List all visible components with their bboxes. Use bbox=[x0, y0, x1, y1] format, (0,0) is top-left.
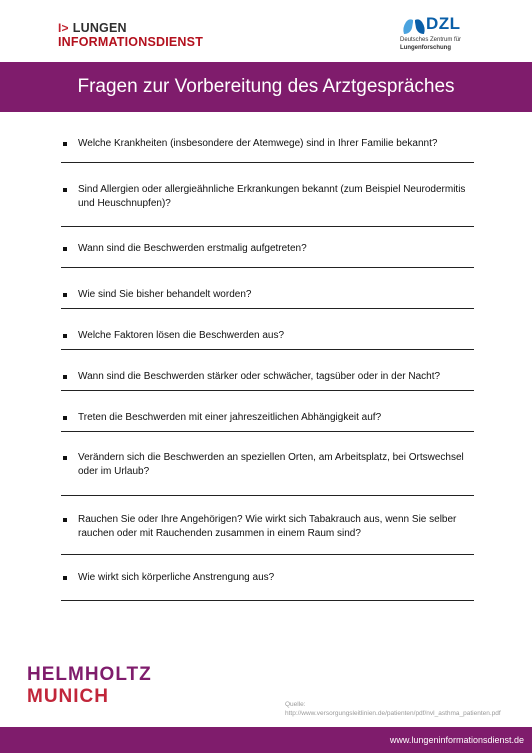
title-banner bbox=[0, 62, 532, 112]
question-text: Wann sind die Beschwerden erstmalig aufgetreten? bbox=[78, 243, 307, 254]
dzl-subtitle-1: Deutsches Zentrum für bbox=[400, 37, 462, 43]
dzl-name: DZL bbox=[426, 14, 461, 33]
lung-icon bbox=[400, 10, 428, 36]
source-citation bbox=[285, 700, 501, 718]
bullet-icon bbox=[63, 188, 67, 192]
question-text: Verändern sich die Beschwerden an speziellen Orten, am Arbeitsplatz, bei Ortswechsel oder im Urlaub? bbox=[78, 452, 464, 477]
page-title: Fragen zur Vorbereitung des Arztgespräches bbox=[77, 76, 455, 97]
bullet-icon bbox=[63, 334, 67, 338]
dzl-logo bbox=[396, 8, 482, 60]
question-item bbox=[61, 350, 474, 391]
question-text: Sind Allergien oder allergieähnliche Erkrankungen bekannt (zum Beispiel Neurodermitis und Heuschnupfen)? bbox=[78, 184, 466, 209]
dzl-subtitle-2: Lungenforschung bbox=[400, 45, 451, 51]
question-item bbox=[61, 496, 474, 555]
question-item bbox=[61, 555, 474, 601]
page-header bbox=[0, 0, 532, 62]
lid-logo-line1: LUNGEN bbox=[72, 21, 127, 35]
question-text: Welche Faktoren lösen die Beschwerden aus? bbox=[78, 330, 285, 341]
bullet-icon bbox=[63, 247, 67, 251]
source-url[interactable]: http://www.versorgungsleitlinien.de/patienten/pdf/nvl_asthma_patienten.pdf bbox=[285, 710, 501, 717]
page-footer bbox=[0, 727, 532, 753]
source-label: Quelle: bbox=[285, 701, 306, 708]
question-list bbox=[61, 123, 474, 601]
question-item bbox=[61, 432, 474, 496]
question-item bbox=[61, 309, 474, 350]
question-item bbox=[61, 123, 474, 163]
lid-logo-line2: INFORMATIONSDIENST bbox=[58, 35, 204, 49]
question-item bbox=[61, 391, 474, 432]
bullet-icon bbox=[63, 416, 67, 420]
helmholtz-logo-line1: HELMHOLTZ bbox=[27, 664, 152, 685]
question-text: Wann sind die Beschwerden stärker oder schwächer, tagsüber oder in der Nacht? bbox=[78, 371, 441, 382]
question-text: Rauchen Sie oder Ihre Angehörigen? Wie wirkt sich Tabakrauch aus, wenn Sie selber rauchen oder mit Rauchenden zusammen in einem Raum sind? bbox=[78, 514, 457, 539]
question-text: Welche Krankheiten (insbesondere der Atemwege) sind in Ihrer Familie bekannt? bbox=[78, 138, 438, 149]
bullet-icon bbox=[63, 293, 67, 297]
bullet-icon bbox=[63, 456, 67, 460]
question-text: Treten die Beschwerden mit einer jahreszeitlichen Abhängigkeit auf? bbox=[78, 412, 382, 423]
bullet-icon bbox=[63, 518, 67, 522]
question-item bbox=[61, 227, 474, 268]
bullet-icon bbox=[63, 142, 67, 146]
question-item bbox=[61, 268, 474, 309]
question-text: Wie wirkt sich körperliche Anstrengung aus? bbox=[78, 572, 275, 583]
bullet-icon bbox=[63, 375, 67, 379]
helmholtz-munich-logo bbox=[27, 664, 152, 708]
question-item bbox=[61, 163, 474, 227]
footer-website-link[interactable]: www.lungeninformationsdienst.de bbox=[389, 735, 524, 745]
bullet-icon bbox=[63, 576, 67, 580]
question-text: Wie sind Sie bisher behandelt worden? bbox=[78, 289, 252, 300]
helmholtz-logo-line2: MUNICH bbox=[27, 686, 109, 707]
lungeninformationsdienst-logo bbox=[58, 21, 203, 49]
lid-logo-mark: I> bbox=[58, 21, 69, 35]
